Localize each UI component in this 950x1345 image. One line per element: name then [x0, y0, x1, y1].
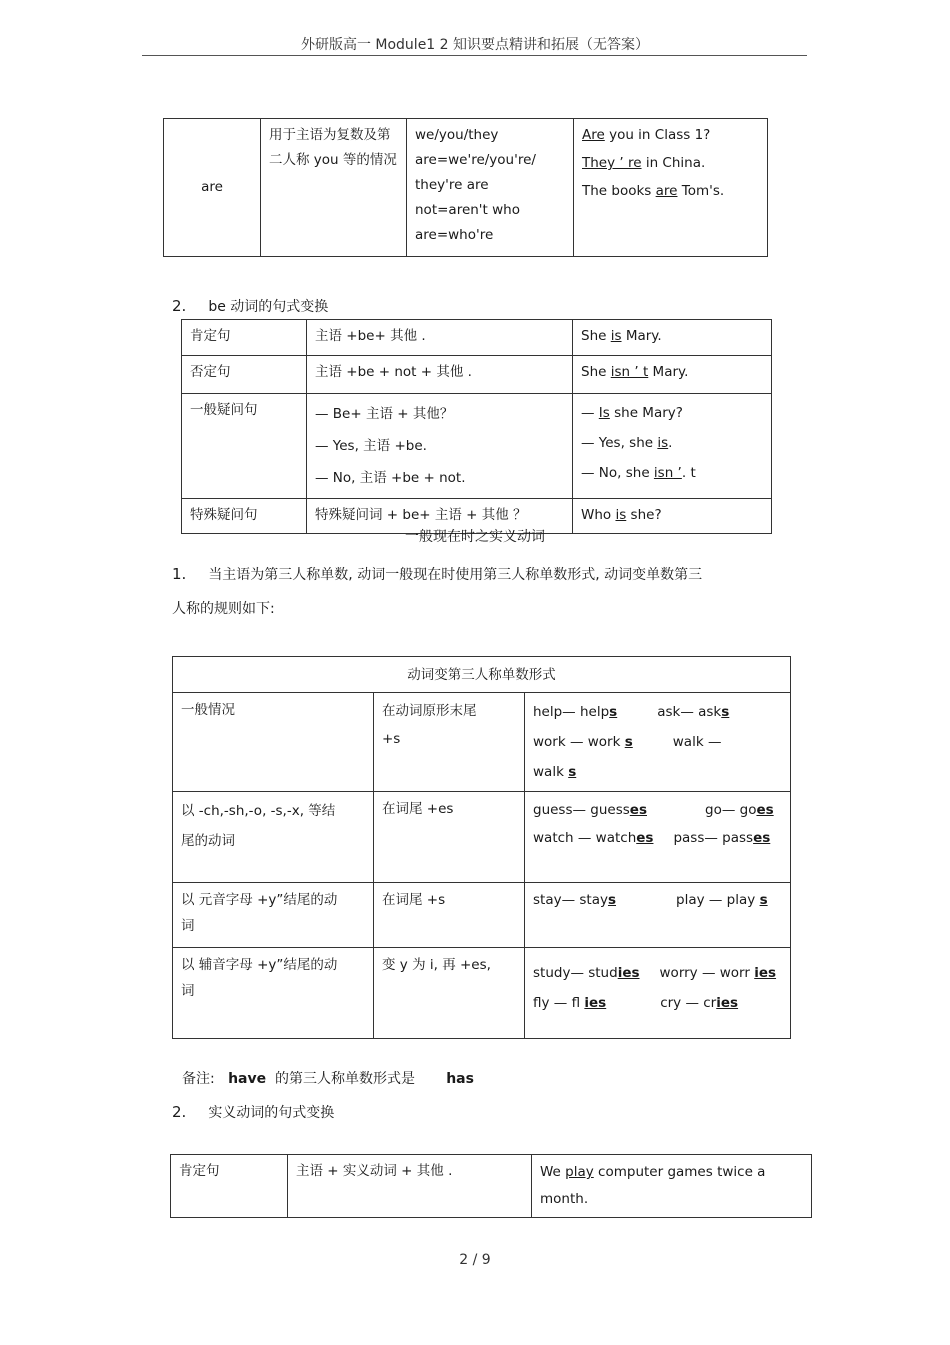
be-type: 特殊疑问句 — [182, 499, 307, 534]
header-rule — [142, 55, 807, 56]
verb-case: 以 辅音字母 +y”结尾的动 词 — [173, 948, 374, 1039]
be-pattern: — Be+ 主语 + 其他？ — Yes, 主语 +be. — No, 主语 +be + not. — [307, 394, 573, 499]
verb-case: 以 -ch,-sh,-o, -s,-x, 等结 尾的动词 — [173, 792, 374, 883]
be-type: 肯定句 — [182, 320, 307, 356]
be-type: 否定句 — [182, 356, 307, 394]
are-form-line: they're are — [415, 177, 489, 193]
verb-rule: 在词尾 +s — [374, 883, 525, 948]
are-form-line: are=we're/you're/ — [415, 152, 536, 168]
section-be-heading: 2. be 动词的句式变换 — [172, 297, 329, 315]
verb-sentence-example: We play computer games twice a month. — [532, 1155, 812, 1218]
note: 备注: have 的第三人称单数形式是 has — [182, 1071, 474, 1087]
verb-case: 一般情况 — [173, 693, 374, 792]
verb-sentence-type: 肯定句 — [171, 1155, 288, 1218]
are-example: Are you in Class 1? — [582, 127, 711, 143]
verb-examples: help— helps ask— asks work — work s walk — walk s — [525, 693, 791, 792]
verb-rule: 变 y 为 i, 再 +es, — [374, 948, 525, 1039]
are-forms — [407, 119, 574, 257]
are-form-line: are=who're — [415, 227, 494, 243]
verb-examples: stay— stays play — play s — [525, 883, 791, 948]
para1-line2: 人称的规则如下: — [172, 601, 275, 617]
be-pattern: 特殊疑问词 + be+ 主语 + 其他 ？ — [307, 499, 573, 534]
be-example: Who is she? — [573, 499, 772, 534]
running-header: 外研版高一 Module1 2 知识要点精讲和拓展（无答案） — [300, 37, 650, 53]
verb-examples: guess— guesses go— goes watch — watches pass— passes — [525, 792, 791, 883]
be-example: — Is she Mary? — Yes, she is. — No, she isn ’. t — [573, 394, 772, 499]
are-table — [163, 118, 768, 257]
are-usage: 用于主语为复数及第二人称 you 等的情况 — [261, 119, 407, 257]
are-word: are — [164, 119, 261, 257]
verb-3rd-table — [172, 656, 791, 1039]
be-pattern: 主语 +be + not + 其他 . — [307, 356, 573, 394]
subtitle: 一般现在时之实义动词 — [405, 529, 545, 545]
verb-transform-table — [170, 1154, 812, 1218]
verb-table-title: 动词变第三人称单数形式 — [173, 657, 791, 693]
be-pattern: 主语 +be+ 其他 . — [307, 320, 573, 356]
para1-line1: 1. 当主语为第三人称单数, 动词一般现在时使用第三人称单数形式, 动词变单数第三 — [172, 565, 703, 583]
are-examples — [574, 119, 768, 257]
be-example: She isn ’ t Mary. — [573, 356, 772, 394]
verb-rule: 在词尾 +es — [374, 792, 525, 883]
be-type: 一般疑问句 — [182, 394, 307, 499]
are-example: The books are Tom's. — [582, 183, 725, 199]
verb-sentence-pattern: 主语 + 实义动词 + 其他 . — [288, 1155, 532, 1218]
are-example: They ’ re in China. — [582, 155, 706, 171]
be-example: She is Mary. — [573, 320, 772, 356]
be-transform-table — [181, 319, 772, 534]
verb-rule: 在动词原形末尾 +s — [374, 693, 525, 792]
are-form-line: we/you/they — [415, 127, 499, 143]
verb-examples: study— studies worry — worr ies fly — fl ies cry — cries — [525, 948, 791, 1039]
verb-case: 以 元音字母 +y”结尾的动 词 — [173, 883, 374, 948]
section-verb-heading: 2. 实义动词的句式变换 — [172, 1103, 335, 1121]
page-number: 2 / 9 — [459, 1252, 491, 1268]
are-form-line: not=aren't who — [415, 202, 520, 218]
